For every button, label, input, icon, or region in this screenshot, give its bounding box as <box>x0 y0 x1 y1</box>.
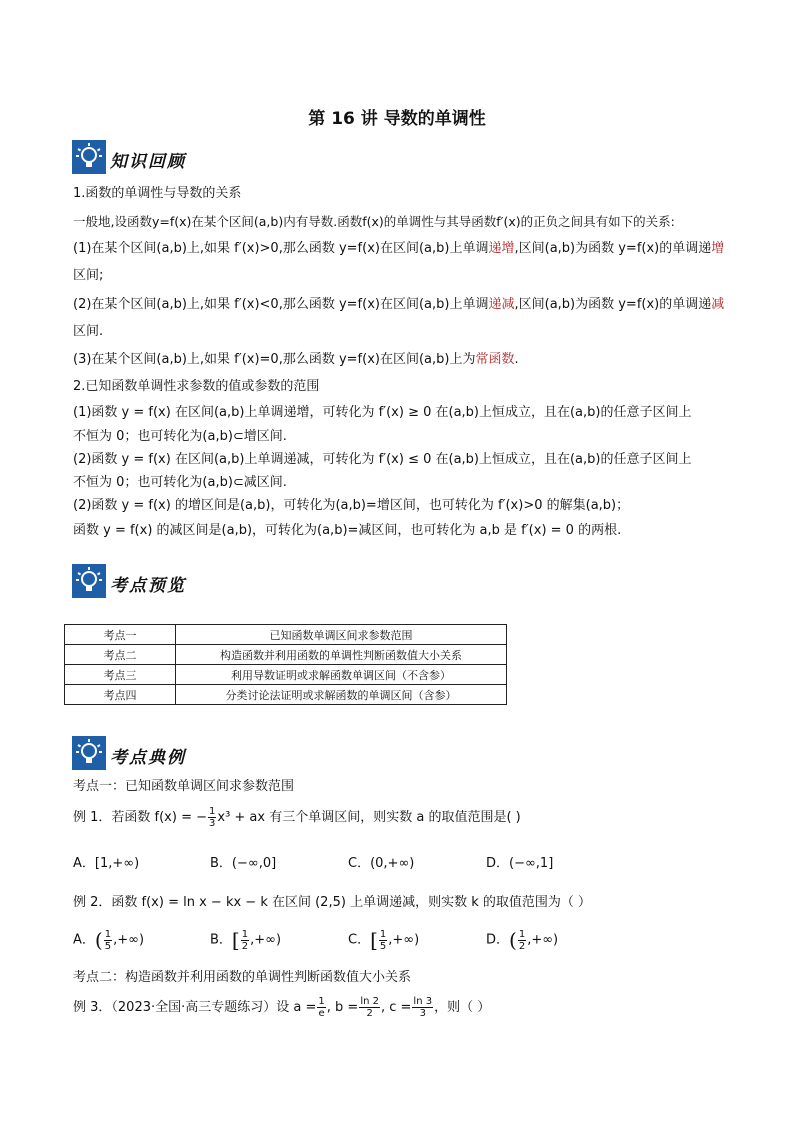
text: ,区间(a,b)为函数 y=f(x)的单调递 <box>514 241 712 256</box>
knowledge-para-2-end: 区间. <box>73 324 104 339</box>
numerator: 1 <box>318 996 325 1007</box>
fraction <box>241 929 249 952</box>
text: (2)在某个区间(a,b)上,如果 f′(x)<0,那么函数 y=f(x)在区间(a,b)上单调 <box>73 297 489 312</box>
text: (3)在某个区间(a,b)上,如果 f′(x)=0,那么函数 y=f(x)在区间(a,b)上为 <box>73 352 476 367</box>
section-heading-knowledge: 知识回顾 <box>110 152 186 172</box>
text: . <box>514 352 519 367</box>
denominator: 2 <box>366 1008 373 1019</box>
example-1-question <box>73 806 521 830</box>
lightbulb-icon <box>72 140 106 174</box>
exam-point-1-heading: 考点一：已知函数单调区间求参数范围 <box>73 779 295 794</box>
fraction <box>317 996 325 1019</box>
knowledge-q3: (2)函数 y = f(x) 的增区间是(a,b)，可转化为(a,b)=增区间，也可转化为 f′(x)>0 的解集(a,b)； <box>73 498 630 513</box>
denominator: 2 <box>518 940 526 952</box>
knowledge-q1-line1: (1)函数 y = f(x) 在区间(a,b)上单调递增，可转化为 f′(x) ≥ 0 在(a,b)上恒成立，且在(a,b)的任意子区间上 <box>73 405 692 420</box>
fraction <box>379 929 387 952</box>
text: ,+∞) <box>250 932 282 948</box>
knowledge-q2-line1: (2)函数 y = f(x) 在区间(a,b)上单调递减，可转化为 f′(x) ≤ 0 在(a,b)上恒成立，且在(a,b)的任意子区间上 <box>73 452 692 467</box>
knowledge-heading-2: 2.已知函数单调性求参数的值或参数的范围 <box>73 379 320 394</box>
text: x³ + ax 有三个单调区间，则实数 a 的取值范围是( ) <box>217 810 521 825</box>
table-cell: 考点二 <box>65 645 176 665</box>
example-2-option-d <box>486 928 558 952</box>
fraction <box>359 996 380 1019</box>
table-cell: 考点四 <box>65 685 176 705</box>
option-label: C． <box>348 932 371 948</box>
numerator: 1 <box>104 928 112 940</box>
table-cell: 考点三 <box>65 665 176 685</box>
example-2-option-b <box>210 928 281 952</box>
numerator: ln 3 <box>413 996 433 1007</box>
knowledge-q1-line2: 不恒为 0；也可转化为(a,b)⊂增区间. <box>73 429 287 444</box>
section-heading-examples: 考点典例 <box>110 748 186 768</box>
lightbulb-icon <box>72 564 106 598</box>
text: ,区间(a,b)为函数 y=f(x)的单调递 <box>514 297 712 312</box>
text: , b = <box>326 1000 359 1015</box>
table-cell: 考点一 <box>65 625 176 645</box>
knowledge-heading-1: 1.函数的单调性与导数的关系 <box>73 186 242 201</box>
text: 例 1．若函数 f(x) = − <box>73 810 207 825</box>
bracket: [ <box>231 928 240 952</box>
denominator: e <box>318 1008 325 1019</box>
knowledge-para-1 <box>73 240 724 258</box>
table-row <box>65 665 507 685</box>
option-label: B． <box>210 932 232 948</box>
example-1-option-b: B．(−∞,0] <box>210 856 277 871</box>
knowledge-para-3 <box>73 351 519 369</box>
text: ，则（ ） <box>434 1000 491 1015</box>
option-label: D． <box>486 932 510 948</box>
highlight-text: 递减 <box>488 297 515 312</box>
bracket: ( <box>509 928 517 952</box>
table-row <box>65 625 507 645</box>
highlight-text: 减 <box>711 297 725 312</box>
fraction <box>412 996 433 1019</box>
numerator: ln 2 <box>360 996 379 1007</box>
option-label: A． <box>73 932 95 948</box>
knowledge-q4: 函数 y = f(x) 的减区间是(a,b)，可转化为(a,b)=减区间，也可转化为 a,b 是 f′(x) = 0 的两根. <box>73 523 622 538</box>
table-cell: 构造函数并利用函数的单调性判断函数值大小关系 <box>176 645 507 665</box>
text: ,+∞) <box>527 932 559 948</box>
example-3-question <box>73 996 490 1020</box>
knowledge-para-1-end: 区间; <box>73 268 104 283</box>
denominator: 3 <box>209 818 216 829</box>
table-cell: 利用导数证明或求解函数单调区间（不含参） <box>176 665 507 685</box>
numerator: 1 <box>209 806 216 817</box>
text: , c = <box>380 1000 412 1015</box>
highlight-text: 递增 <box>488 241 515 256</box>
table-cell: 已知函数单调区间求参数范围 <box>176 625 507 645</box>
denominator: 5 <box>104 940 112 952</box>
table-row <box>65 685 507 705</box>
exam-points-table <box>64 624 507 705</box>
table-cell: 分类讨论法证明或求解函数的单调区间（含参） <box>176 685 507 705</box>
lightbulb-icon <box>72 736 106 770</box>
example-1-option-c: C．(0,+∞) <box>348 856 415 871</box>
fraction <box>518 929 526 952</box>
table-row <box>65 645 507 665</box>
fraction <box>104 929 112 952</box>
knowledge-para-2 <box>73 296 724 314</box>
text: ,+∞) <box>113 932 145 948</box>
numerator: 1 <box>241 928 249 940</box>
denominator: 2 <box>241 940 249 952</box>
example-2-question: 例 2．函数 f(x) = ln x − kx − k 在区间 (2,5) 上单调递减，则实数 k 的取值范围为（ ） <box>73 895 591 910</box>
page-title: 第 16 讲 导数的单调性 <box>308 109 486 129</box>
example-1-option-a: A．[1,+∞) <box>73 856 140 871</box>
denominator: 3 <box>419 1008 426 1019</box>
denominator: 5 <box>379 940 387 952</box>
fraction <box>208 806 216 829</box>
bracket: [ <box>370 928 378 952</box>
section-heading-preview: 考点预览 <box>110 576 186 596</box>
text: ,+∞) <box>388 932 420 948</box>
numerator: 1 <box>518 928 526 940</box>
exam-point-2-heading: 考点二：构造函数并利用函数的单调性判断函数值大小关系 <box>73 970 412 985</box>
example-2-option-a <box>73 928 144 952</box>
example-2-option-c <box>348 928 419 952</box>
example-1-option-d: D．(−∞,1] <box>486 856 554 871</box>
text: (1)在某个区间(a,b)上,如果 f′(x)>0,那么函数 y=f(x)在区间(a,b)上单调 <box>73 241 489 256</box>
numerator: 1 <box>379 928 387 940</box>
highlight-text: 增 <box>711 241 725 256</box>
knowledge-q2-line2: 不恒为 0；也可转化为(a,b)⊂减区间. <box>73 475 287 490</box>
bracket: ( <box>94 928 103 952</box>
highlight-text: 常函数 <box>475 352 515 367</box>
knowledge-para-0: 一般地,设函数y=f(x)在某个区间(a,b)内有导数.函数f(x)的单调性与其导函数f′(x)的正负之间具有如下的关系: <box>73 214 675 229</box>
text: 例 3．（2023·全国·高三专题练习）设 a = <box>73 1000 317 1015</box>
